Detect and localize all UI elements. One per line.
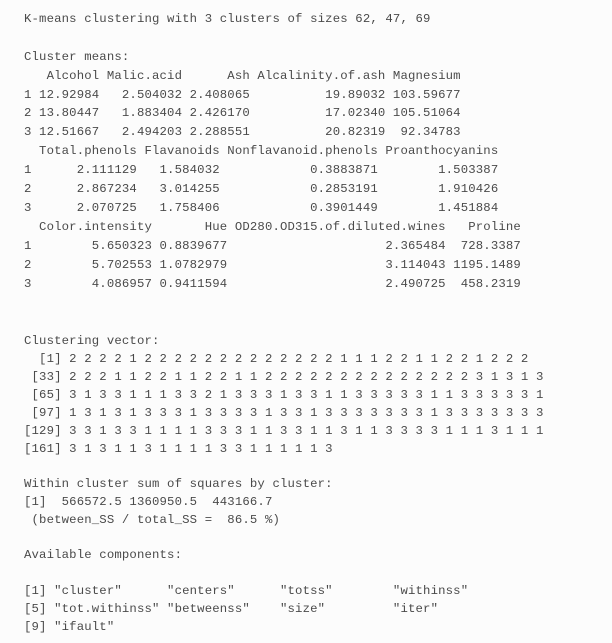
cluster-means-header-2: Total.phenols Flavanoids Nonflavanoid.phenols Proanthocyanins: [24, 144, 499, 158]
cluster-means-title: Cluster means:: [24, 50, 130, 64]
cluster-means-row: 3 4.086957 0.9411594 2.490725 458.2319: [24, 277, 521, 291]
cluster-means-row: 1 5.650323 0.8839677 2.365484 728.3387: [24, 239, 521, 253]
clustering-vector-row: [33] 2 2 2 1 1 2 2 1 1 2 2 1 1 2 2 2 2 2 2 2 2 2 2 2 2 2 2 3 1 3 1 3: [24, 370, 544, 384]
clustering-vector-title: Clustering vector:: [24, 334, 160, 348]
cluster-means-row: 3 2.070725 1.758406 0.3901449 1.451884: [24, 201, 499, 215]
cluster-means-row: 2 2.867234 3.014255 0.2853191 1.910426: [24, 182, 499, 196]
components-title: Available components:: [24, 548, 183, 562]
within-ss-values: [1] 566572.5 1360950.5 443166.7: [24, 495, 273, 509]
clustering-vector-row: [97] 1 3 1 3 1 3 3 3 1 3 3 3 3 1 3 3 1 3 3 3 3 3 3 3 1 3 3 3 3 3 3 3: [24, 406, 544, 420]
between-total-ratio: (between_SS / total_SS = 86.5 %): [24, 513, 280, 527]
cluster-means-row: 3 12.51667 2.494203 2.288551 20.82319 92.34783: [24, 125, 461, 139]
cluster-means-row: 2 13.80447 1.883404 2.426170 17.02340 105.51064: [24, 106, 461, 120]
cluster-means-row: 1 12.92984 2.504032 2.408065 19.89032 103.59677: [24, 88, 461, 102]
clustering-vector-row: [161] 3 1 3 1 1 3 1 1 1 1 3 3 1 1 1 1 1 3: [24, 442, 333, 456]
cluster-means-row: 2 5.702553 1.0782979 3.114043 1195.1489: [24, 258, 521, 272]
clustering-vector-row: [129] 3 3 1 3 3 1 1 1 1 3 3 3 1 1 3 3 1 1 3 1 1 3 3 3 3 1 1 1 3 1 1 1: [24, 424, 544, 438]
components-row: [1] "cluster" "centers" "totss" "withinss": [24, 584, 469, 598]
clustering-vector-row: [1] 2 2 2 2 1 2 2 2 2 2 2 2 2 2 2 2 2 2 1 1 1 2 2 1 1 2 2 1 2 2 2: [24, 352, 529, 366]
cluster-means-header-3: Color.intensity Hue OD280.OD315.of.diluted.wines Proline: [24, 220, 521, 234]
clustering-vector-row: [65] 3 1 3 3 1 1 1 3 3 2 1 3 3 3 1 3 3 1 1 3 3 3 3 3 1 1 3 3 3 3 3 1: [24, 388, 544, 402]
components-row: [9] "ifault": [24, 620, 115, 634]
cluster-means-header-1: Alcohol Malic.acid Ash Alcalinity.of.ash Magnesium: [24, 69, 461, 83]
kmeans-summary-header: K-means clustering with 3 clusters of sizes 62, 47, 69: [24, 12, 431, 26]
cluster-means-row: 1 2.111129 1.584032 0.3883871 1.503387: [24, 163, 499, 177]
within-ss-title: Within cluster sum of squares by cluster:: [24, 477, 333, 491]
components-row: [5] "tot.withinss" "betweenss" "size" "iter": [24, 602, 439, 616]
